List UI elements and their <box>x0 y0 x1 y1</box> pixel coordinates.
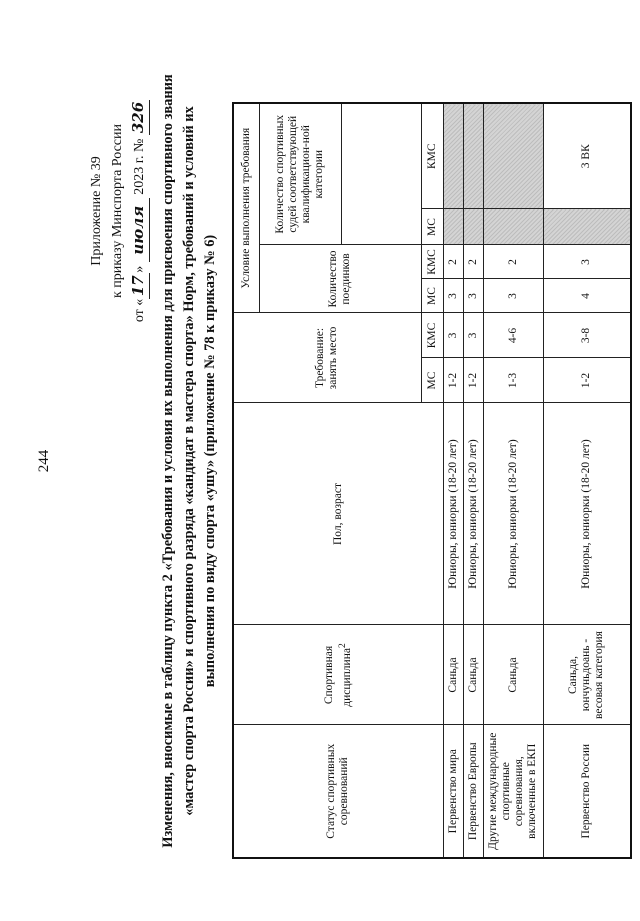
date-month: июля <box>128 198 150 262</box>
cell-place-ms: 1-2 <box>543 358 631 403</box>
cell-discipline: Саньда <box>483 625 543 725</box>
cell-wins-ms: 3 <box>483 279 543 313</box>
cell-status: Другие международные спортивные соревнования, включенные в ЕКП <box>483 725 543 858</box>
cell-discipline: Саньда <box>443 625 463 725</box>
cell-wins-ms: 4 <box>543 279 631 313</box>
cell-judges-kms: 3 ВК <box>543 103 631 209</box>
cell-judges-kms <box>483 103 543 209</box>
header-place-requirement: Требование: занять место <box>233 313 421 403</box>
cell-gender-age: Юниоры, юниорки (18-20 лет) <box>443 403 463 625</box>
header-judges: Количество спортивных судей соответствующей квалификацион-ной категории <box>259 103 341 245</box>
header-judges-ms: МС <box>421 209 443 245</box>
cell-place-ms: 1-2 <box>463 358 483 403</box>
page-number: 244 <box>36 449 52 473</box>
cell-judges-kms <box>443 103 463 209</box>
cell-discipline: Саньда, юнчуньдоань - весовая категория <box>543 625 631 725</box>
cell-judges-kms <box>463 103 483 209</box>
cell-wins-kms: 2 <box>483 245 543 279</box>
table-row <box>483 103 543 858</box>
table <box>232 102 632 859</box>
cell-gender-age: Юниоры, юниорки (18-20 лет) <box>543 403 631 625</box>
date-day: 17 <box>128 273 150 299</box>
appendix-date <box>128 61 150 361</box>
cell-status: Первенство России <box>543 725 631 858</box>
cell-judges-ms <box>483 209 543 245</box>
cell-judges-ms <box>543 209 631 245</box>
header-status: Статус спортивных соревнований <box>233 725 443 858</box>
footnote-mark: 2 <box>336 643 348 649</box>
header-wins-ms: МС <box>421 279 443 313</box>
table-row <box>543 103 631 858</box>
appendix-number: Приложение № 39 <box>89 156 104 266</box>
cell-status: Первенство мира <box>443 725 463 858</box>
header-discipline: Спортивная дисциплина$^2$ <box>233 625 443 725</box>
date-prefix: от « <box>132 298 147 323</box>
cell-place-ms: 1-2 <box>443 358 463 403</box>
cell-status: Первенство Европы <box>463 725 483 858</box>
appendix-order: к приказу Минспорта России <box>110 124 125 298</box>
cell-place-kms: 3 <box>443 313 463 358</box>
cell-place-ms: 1-3 <box>483 358 543 403</box>
header-judges-kms: КМС <box>421 103 443 209</box>
cell-gender-age: Юниоры, юниорки (18-20 лет) <box>483 403 543 625</box>
date-year: 2023 г. № <box>132 138 147 195</box>
cell-gender-age: Юниоры, юниорки (18-20 лет) <box>463 403 483 625</box>
cell-discipline: Саньда <box>463 625 483 725</box>
header-place-kms: КМС <box>421 313 443 358</box>
header-wins: Количество поединков <box>259 245 421 313</box>
cell-wins-kms: 2 <box>443 245 463 279</box>
table-row <box>463 103 483 858</box>
order-number: 326 <box>128 100 150 135</box>
appendix-reference <box>86 61 150 361</box>
cell-place-kms: 3-8 <box>543 313 631 358</box>
cell-wins-ms: 3 <box>443 279 463 313</box>
table-row <box>443 103 463 858</box>
document-heading: Изменения, вносимые в таблицу пункта 2 «Требования и условия их выполнения для присвоения спортивного звания «мастер спорта России» и спортивного разряда «кандидат в мастера спорта» Норм, требований и условий их выполнения по виду спорта «ушу» (приложение № 78 к приказу № 6) <box>160 74 218 848</box>
header-gender-age: Пол, возраст <box>233 403 443 625</box>
header-conditions: Условие выполнения требования <box>233 103 259 313</box>
cell-place-kms: 3 <box>463 313 483 358</box>
requirements-table <box>232 104 632 859</box>
cell-wins-kms: 3 <box>543 245 631 279</box>
cell-judges-ms <box>463 209 483 245</box>
date-mid: » <box>132 265 147 273</box>
cell-place-kms: 4-6 <box>483 313 543 358</box>
header-place-ms: МС <box>421 358 443 403</box>
cell-wins-ms: 3 <box>463 279 483 313</box>
cell-wins-kms: 2 <box>463 245 483 279</box>
header-wins-kms: КМС <box>421 245 443 279</box>
cell-judges-ms <box>443 209 463 245</box>
